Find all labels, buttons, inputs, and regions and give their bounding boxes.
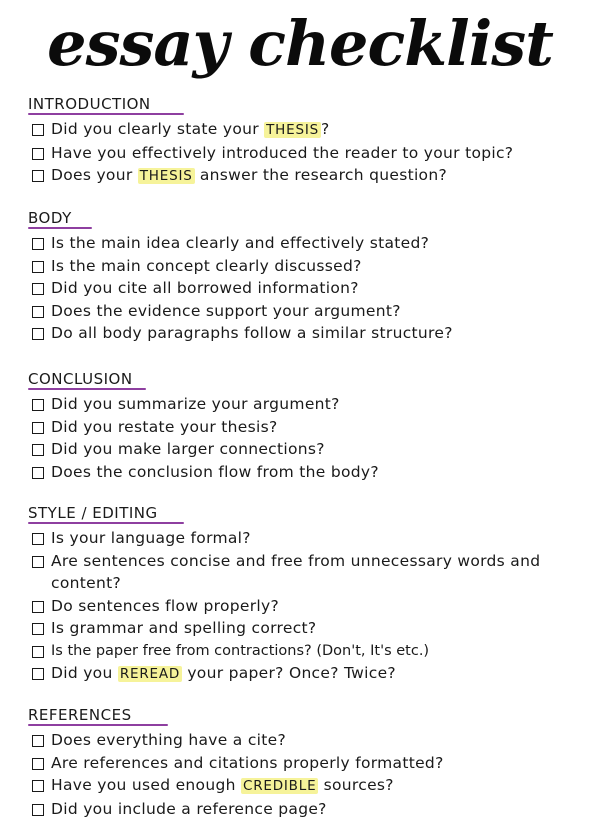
item-text: Does everything have a cite? <box>51 731 286 749</box>
item-text: Do sentences flow properly? <box>51 596 280 615</box>
checkbox[interactable] <box>32 148 44 160</box>
checklist-item <box>28 416 598 439</box>
checkbox[interactable] <box>32 668 44 680</box>
checklist-item <box>28 595 598 618</box>
checklist-item <box>28 662 598 686</box>
checklist-item <box>28 729 598 752</box>
checkbox[interactable] <box>32 328 44 340</box>
checklist-item <box>28 164 598 188</box>
checkbox[interactable] <box>32 533 44 545</box>
highlighted-word: CREDIBLE <box>242 778 317 794</box>
checkbox[interactable] <box>32 804 44 816</box>
checklist-item <box>28 300 598 323</box>
checklist-item <box>28 118 598 142</box>
checklist-item <box>28 752 598 775</box>
checklist-item <box>28 438 598 461</box>
checkbox[interactable] <box>32 422 44 434</box>
checklist-item <box>28 617 598 640</box>
checklist-item <box>28 461 598 484</box>
checklist-item <box>28 277 598 300</box>
checklist-item <box>28 393 598 416</box>
checklist-item <box>28 142 598 165</box>
checkbox[interactable] <box>32 646 44 658</box>
item-text: Do all body paragraphs follow a similar structure? <box>51 324 453 342</box>
item-text: Did you summarize your argument? <box>51 395 340 413</box>
item-text: Is the main concept clearly discussed? <box>51 256 362 275</box>
section-body <box>28 208 598 345</box>
checkbox[interactable] <box>32 623 44 635</box>
item-text: Are sentences concise and free from unnecessary words and content? <box>51 551 541 592</box>
checkbox[interactable] <box>32 467 44 479</box>
item-text: Did you REREAD your paper? Once? Twice? <box>51 664 396 682</box>
checklist-item <box>28 527 598 550</box>
highlighted-word: THESIS <box>266 122 319 138</box>
checklist-item <box>28 550 598 595</box>
item-text: Is the paper free from contractions? (Don't, It's etc.) <box>51 642 430 659</box>
item-text: Did you restate your thesis? <box>51 417 278 436</box>
item-text: Is grammar and spelling correct? <box>51 619 317 637</box>
checkbox[interactable] <box>32 780 44 792</box>
checkbox[interactable] <box>32 238 44 250</box>
section-heading: STYLE / EDITING <box>28 504 158 522</box>
highlighted-word: REREAD <box>119 666 181 682</box>
section-introduction <box>28 94 598 188</box>
item-text: Have you effectively introduced the reader to your topic? <box>51 143 514 162</box>
checkbox[interactable] <box>32 170 44 182</box>
section-style-editing <box>28 503 598 686</box>
item-text: Did you include a reference page? <box>51 799 327 818</box>
highlighted-word: THESIS <box>139 168 193 184</box>
item-text: Is your language formal? <box>51 529 251 547</box>
section-conclusion <box>28 369 598 483</box>
item-text: Does the evidence support your argument? <box>51 301 401 320</box>
checkbox[interactable] <box>32 124 44 136</box>
checkbox[interactable] <box>32 306 44 318</box>
checkbox[interactable] <box>32 444 44 456</box>
checklist-item <box>28 798 598 821</box>
checkbox[interactable] <box>32 758 44 770</box>
checkbox[interactable] <box>32 556 44 568</box>
section-heading: BODY <box>28 209 72 227</box>
checkbox[interactable] <box>32 399 44 411</box>
section-heading: INTRODUCTION <box>28 95 151 113</box>
item-text: Did you make larger connections? <box>51 440 325 458</box>
checklist-item <box>28 255 598 278</box>
checklist-item <box>28 232 598 255</box>
section-heading: REFERENCES <box>28 706 132 724</box>
item-text: Are references and citations properly formatted? <box>51 753 444 772</box>
item-text: Did you clearly state your THESIS ? <box>51 120 330 138</box>
section-references <box>28 705 598 820</box>
item-text: Is the main idea clearly and effectively stated? <box>51 234 430 252</box>
item-text: Does the conclusion flow from the body? <box>51 462 379 481</box>
checkbox[interactable] <box>32 735 44 747</box>
item-text: Does your THESIS answer the research question? <box>51 166 447 184</box>
checkbox[interactable] <box>32 261 44 273</box>
page-title: essay checklist <box>47 7 553 80</box>
checklist-item <box>28 322 598 345</box>
item-text: Did you cite all borrowed information? <box>51 279 359 297</box>
checklist-item <box>28 774 598 798</box>
checklist-item <box>28 640 598 663</box>
checkbox[interactable] <box>32 283 44 295</box>
item-text: Have you used enough CREDIBLE sources? <box>51 776 394 794</box>
section-heading: CONCLUSION <box>28 370 133 388</box>
checkbox[interactable] <box>32 601 44 613</box>
